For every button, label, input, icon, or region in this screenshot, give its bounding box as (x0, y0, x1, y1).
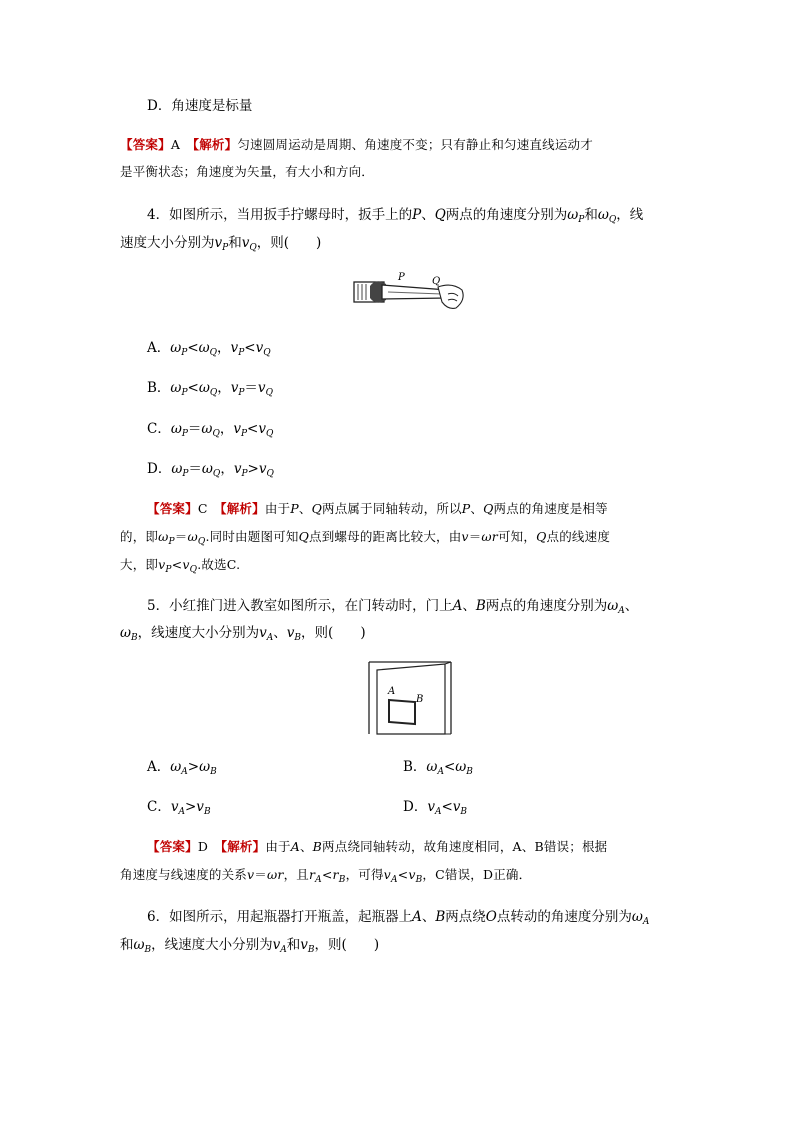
q4-option-c: C．$\omega_P=\omega_Q$，$v_P<v_Q$ (147, 421, 274, 439)
analysis-tag: 【解析】 (220, 501, 265, 516)
q5-stem-line-2: $\omega_B$，线速度大小分别为$v_A$、$v_B$，则( ) (120, 625, 366, 643)
q6-stem-line-2: 和$\omega_B$，线速度大小分别为$v_A$和$v_B$，则( ) (120, 937, 380, 955)
q6-stem-line-1: 6．如图所示，用起瓶器打开瓶盖，起瓶器上A、B两点绕O点转动的角速度分别为$\omega_A$ (147, 909, 650, 927)
q4-answer-line-3: 大，即$v_P<v_Q$.故选C. (120, 557, 241, 575)
q5-answer-line-1: 【答案】D 【解析】由于A、B两点绕同轴转动，故角速度相同，A、B错误；根据 (147, 839, 608, 854)
q4-option-b: B．$\omega_P<\omega_Q$，$v_P=v_Q$ (147, 380, 273, 398)
door-figure (367, 660, 457, 736)
answer-tag: 【答案】 (120, 137, 171, 152)
analysis-tag: 【解析】 (192, 137, 238, 152)
answer-value: D (197, 839, 209, 854)
q3-option-d: D．角速度是标量 (147, 98, 253, 114)
label-p: P (398, 272, 405, 283)
q4-stem-line-2: 速度大小分别为$v_P$和$v_Q$，则( ) (120, 235, 322, 253)
wrench-figure (352, 270, 472, 316)
analysis-text: 是平衡状态；角速度为矢量，有大小和方向． (120, 164, 375, 179)
answer-tag: 【答案】 (147, 501, 198, 516)
answer-tag: 【答案】 (147, 839, 198, 854)
q5-option-d: D．$v_A<v_B$ (403, 799, 468, 817)
analysis-tag: 【解析】 (220, 839, 266, 854)
q5-answer-line-2: 角速度与线速度的关系v＝ωr，且$r_A<r_B$，可得$v_A<v_B$，C错误，D正确． (120, 867, 532, 885)
label-q: Q (432, 276, 441, 287)
q3-answer-line-1 (120, 135, 593, 155)
q4-answer-line-2: 的，即$\omega_P=\omega_Q$.同时由题图可知Q点到螺母的距离比较大，由v＝ωr可知，Q点的线速度 (120, 529, 611, 547)
q3-answer-line-2 (120, 162, 374, 182)
q5-option-b: B．$\omega_A<\omega_B$ (403, 759, 473, 777)
answer-value: C (197, 501, 208, 516)
label-a: A (388, 686, 396, 697)
q4-answer-line-1: 【答案】C 【解析】由于P、Q两点属于同轴转动，所以P、Q两点的角速度是相等 (147, 501, 608, 516)
q5-stem-line-1: 5．小红推门进入教室如图所示，在门转动时，门上A、B两点的角速度分别为$\omega_A$、 (147, 598, 639, 616)
label-b: B (416, 694, 424, 705)
q4-option-d: D．$\omega_P=\omega_Q$，$v_P>v_Q$ (147, 461, 274, 479)
answer-value: A (170, 137, 181, 152)
analysis-text: 匀速圆周运动是周期、角速度不变；只有静止和匀速直线运动才 (237, 137, 593, 152)
q4-stem-line-1: 4．如图所示，当用扳手拧螺母时，扳手上的P、Q两点的角速度分别为$\omega_P$和$\omega_Q$，线 (147, 207, 644, 225)
q5-option-c: C．$v_A>v_B$ (147, 799, 211, 817)
q5-option-a: A．$\omega_A>\omega_B$ (147, 759, 217, 777)
q4-option-a: A．$\omega_P<\omega_Q$，$v_P<v_Q$ (147, 340, 271, 358)
